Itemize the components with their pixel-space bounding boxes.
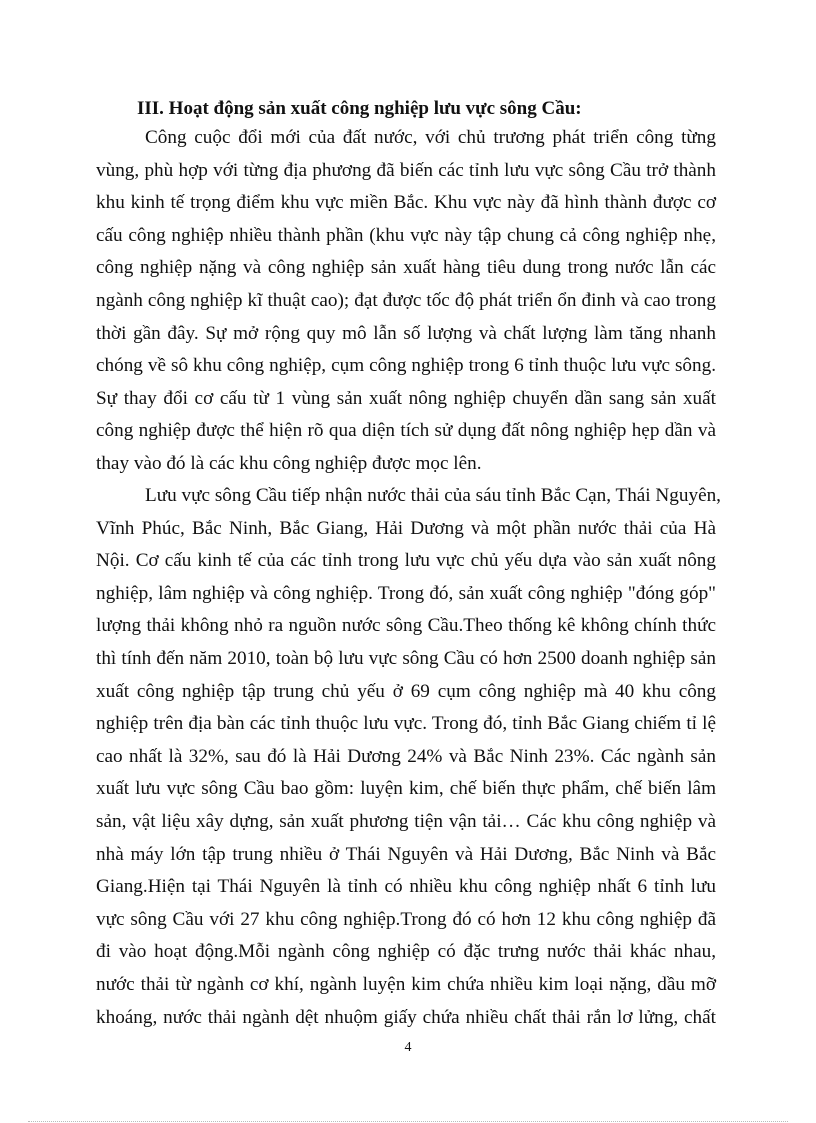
paragraph-line: thời gần đây. Sự mở rộng quy mô lẫn số lượng và chất lượng làm tăng nhanh bbox=[96, 322, 716, 344]
paragraph-line: Vĩnh Phúc, Bắc Ninh, Bắc Giang, Hải Dương và một phần nước thải của Hà bbox=[96, 517, 716, 539]
section-heading: III. Hoạt động sản xuất công nghiệp lưu vực sông Cầu: bbox=[137, 98, 582, 119]
paragraph-line: công nghiệp nặng và công nghiệp sản xuất hàng tiêu dung trong nước lẫn các bbox=[96, 257, 716, 279]
paragraph-line: nghiệp trên địa bàn các tỉnh thuộc lưu vực. Trong đó, tỉnh Bắc Giang chiếm tỉ lệ bbox=[96, 713, 716, 735]
paragraph-line: chóng về sô khu công nghiệp, cụm công nghiệp trong 6 tỉnh thuộc lưu vực sông. bbox=[96, 355, 716, 377]
paragraph-line: ngành công nghiệp kĩ thuật cao); đạt được tốc độ phát triển ổn đinh và cao trong bbox=[96, 289, 716, 311]
paragraph-line: cấu công nghiệp nhiều thành phần (khu vực này tập chung cả công nghiệp nhẹ, bbox=[96, 224, 716, 246]
paragraph-line: Nội. Cơ cấu kinh tế của các tỉnh trong lưu vực chủ yếu dựa vào sản xuất nông bbox=[96, 550, 716, 572]
paragraph-line: công nghiệp được thể hiện rõ qua diện tích sử dụng đất nông nghiệp hẹp dần và bbox=[96, 420, 716, 442]
paragraph-line: nước thải từ ngành cơ khí, ngành luyện kim chứa nhiều kim loại nặng, dầu mỡ bbox=[96, 973, 716, 995]
paragraph-line: Lưu vực sông Cầu tiếp nhận nước thải của sáu tỉnh Bắc Cạn, Thái Nguyên, bbox=[145, 485, 721, 506]
paragraph-line: xuất công nghiệp tập trung chủ yếu ở 69 cụm công nghiệp mà 40 khu công bbox=[96, 680, 716, 702]
paragraph-line: cao nhất là 32%, sau đó là Hải Dương 24% và Bắc Ninh 23%. Các ngành sản bbox=[96, 745, 716, 767]
paragraph-line: thì tính đến năm 2010, toàn bộ lưu vực sông Cầu có hơn 2500 doanh nghiệp sản bbox=[96, 647, 716, 669]
paragraph-line: xuất lưu vực sông Cầu bao gồm: luyện kim, chế biến thực phẩm, chế biến lâm bbox=[96, 778, 716, 800]
paragraph-2 bbox=[96, 480, 721, 1034]
paragraph-line: Sự thay đổi cơ cấu từ 1 vùng sản xuất nông nghiệp chuyển dần sang sản xuất bbox=[96, 387, 716, 409]
paragraph-line: lượng thải không nhỏ ra nguồn nước sông Cầu.Theo thống kê không chính thức bbox=[96, 615, 716, 637]
paragraph-line: nhà máy lớn tập trung nhiều ở Thái Nguyên và Hải Dương, Bắc Ninh và Bắc bbox=[96, 843, 716, 865]
paragraph-line: đi vào hoạt động.Mỗi ngành công nghiệp có đặc trưng nước thải khác nhau, bbox=[96, 941, 716, 963]
page-bottom-divider bbox=[28, 1121, 788, 1122]
paragraph-1 bbox=[96, 122, 716, 481]
page-number: 4 bbox=[404, 1040, 412, 1055]
paragraph-line: thay vào đó là các khu công nghiệp được mọc lên. bbox=[96, 452, 482, 474]
paragraph-line: nghiệp, lâm nghiệp và công nghiệp. Trong đó, sản xuất công nghiệp "đóng góp" bbox=[96, 582, 716, 604]
paragraph-line: vực sông Cầu với 27 khu công nghiệp.Trong đó có hơn 12 khu công nghiệp đã bbox=[96, 908, 716, 930]
paragraph-line: sản, vật liệu xây dựng, sản xuất phương tiện vận tải… Các khu công nghiệp và bbox=[96, 810, 716, 832]
paragraph-line: khoáng, nước thải ngành dệt nhuộm giấy chứa nhiều chất thải rắn lơ lửng, chất bbox=[96, 1006, 716, 1028]
paragraph-line: khu kinh tế trọng điểm khu vực miền Bắc. Khu vực này đã hình thành được cơ bbox=[96, 192, 716, 214]
paragraph-line: Giang.Hiện tại Thái Nguyên là tỉnh có nhiều khu công nghiệp nhất 6 tỉnh lưu bbox=[96, 876, 716, 898]
paragraph-line: Công cuộc đổi mới của đất nước, với chủ trương phát triển công từng bbox=[145, 127, 716, 148]
paragraph-line: vùng, phù hợp với từng địa phương đã biến các tỉnh lưu vực sông Cầu trở thành bbox=[96, 159, 716, 181]
